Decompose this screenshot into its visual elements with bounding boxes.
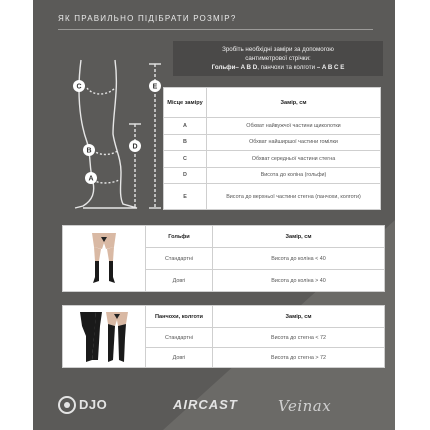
row-desc: Висота до коліна (гольфи) <box>207 167 381 184</box>
measurement-table <box>163 87 381 210</box>
table-row <box>164 151 381 168</box>
golf-type: Довгі <box>146 270 213 292</box>
row-letter: C <box>164 151 207 168</box>
golf-type: Стандартні <box>146 248 213 270</box>
golf-value: Висота до коліна > 40 <box>213 270 385 292</box>
golf-value-header: Замір, см <box>213 226 385 248</box>
right-thigh-shape <box>107 247 114 261</box>
stockings-type: Стандартні <box>146 328 213 348</box>
table-row <box>164 167 381 184</box>
note-golf-letters: – A B D <box>235 64 258 71</box>
djo-logo: DJO <box>79 397 108 412</box>
row-letter: A <box>164 118 207 135</box>
note-rest-letters: – A B C E <box>315 64 345 71</box>
note-line-2: сантиметрової стрічки: <box>245 55 311 62</box>
instruction-panel <box>33 0 395 430</box>
right-sock-shape <box>109 261 115 283</box>
marker-a-label: A <box>88 175 94 183</box>
calf-measure-line <box>93 150 119 155</box>
instruction-note <box>173 41 383 76</box>
stockings-value: Висота до стегна < 72 <box>213 328 385 348</box>
page-title: ЯК ПРАВИЛЬНО ПІДІБРАТИ РОЗМІР? <box>58 14 237 23</box>
marker-b-label: B <box>86 147 92 155</box>
marker-d-label: D <box>132 143 138 151</box>
golf-picture-cell <box>63 226 146 292</box>
aircast-logo: AIRCAST <box>173 397 238 412</box>
stockings-type: Довгі <box>146 348 213 368</box>
ankle-measure-line <box>93 180 119 183</box>
stockings-value: Висота до стегна > 72 <box>213 348 385 368</box>
row-desc: Висота до верхньої частини стегна (панчохи, колготи) <box>207 184 381 210</box>
left-sock-shape <box>93 261 99 283</box>
row-desc: Обхват найвужчої частини щиколотки <box>207 118 381 135</box>
measure-place-header: Місце заміру <box>164 88 207 118</box>
stocking-right <box>118 324 126 362</box>
measure-value-header: Замір, см <box>207 88 381 118</box>
stockings-picture-cell <box>63 306 146 368</box>
marker-e-label: E <box>152 83 158 91</box>
golf-value: Висота до коліна < 40 <box>213 248 385 270</box>
row-desc: Обхват середньої частини стегна <box>207 151 381 168</box>
stockings-header: Панчохи, колготи <box>146 306 213 328</box>
veinax-logo: Veinax <box>278 397 332 415</box>
note-golf: Гольфи <box>211 64 236 71</box>
golf-header: Гольфи <box>146 226 213 248</box>
leg-outline-front <box>83 60 137 208</box>
thigh-measure-line <box>87 88 115 94</box>
row-letter: B <box>164 134 207 151</box>
stocking-left <box>108 324 115 362</box>
title-divider <box>58 29 373 30</box>
brand-logos <box>33 385 395 425</box>
note-line-3 <box>177 63 379 72</box>
stockings-size-table <box>62 305 385 368</box>
row-desc: Обхват найширшої частини гомілки <box>207 134 381 151</box>
marker-c-label: C <box>76 83 82 91</box>
stockings-value-header: Замір, см <box>213 306 385 328</box>
note-rest: , панчохи та колготи <box>257 64 316 71</box>
stockings-illustration <box>78 308 130 364</box>
left-thigh-shape <box>94 247 101 261</box>
table-row <box>164 184 381 210</box>
table-row <box>164 118 381 135</box>
note-line-1: Зробіть необхідні заміри за допомогою <box>222 46 334 53</box>
leg-illustration <box>63 50 173 215</box>
golf-size-table <box>62 225 385 292</box>
golf-socks-illustration <box>84 229 124 287</box>
djo-logo-icon <box>57 395 77 415</box>
table-row <box>164 134 381 151</box>
row-letter: E <box>164 184 207 210</box>
row-letter: D <box>164 167 207 184</box>
